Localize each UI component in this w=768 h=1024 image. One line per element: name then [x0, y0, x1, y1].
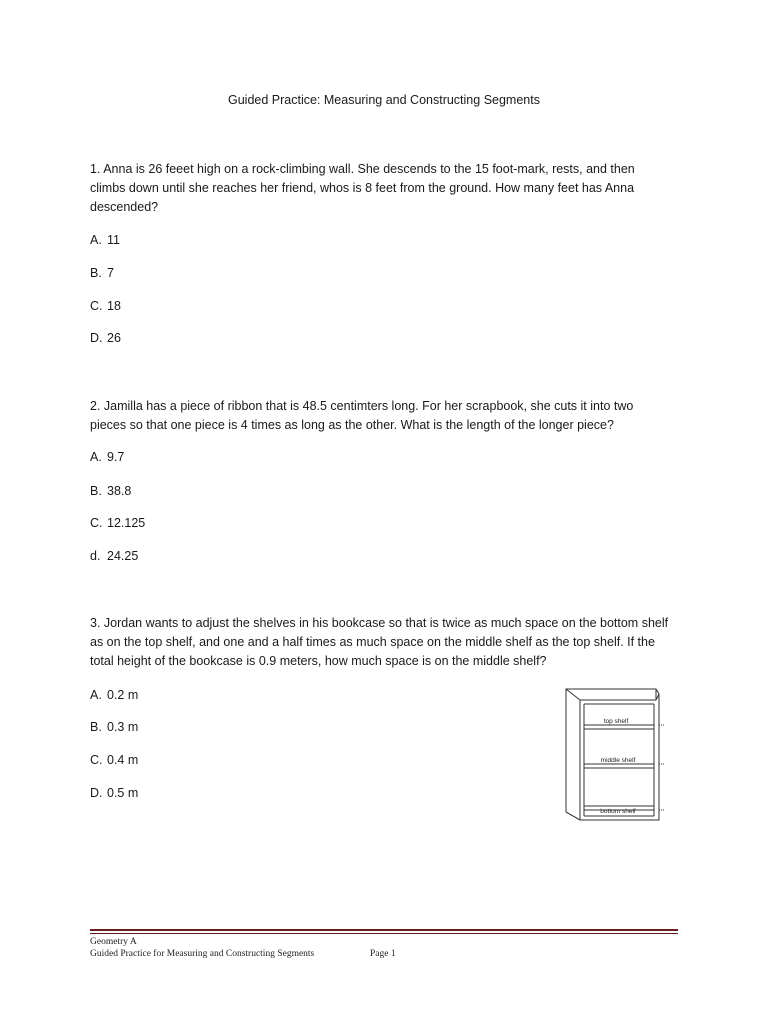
choice-value: 0.3 m — [107, 720, 139, 734]
question-3-choice-d — [90, 786, 138, 800]
choice-letter: B. — [90, 484, 102, 498]
question-2-choice-b — [90, 484, 131, 498]
choice-letter: A. — [90, 233, 102, 247]
question-1-choice-d — [90, 331, 121, 345]
question-1-choice-a — [90, 233, 120, 247]
middle-shelf-label: middle shelf — [600, 757, 636, 764]
choice-letter: B. — [90, 266, 102, 280]
question-3-choice-c — [90, 753, 138, 767]
choice-letter: C. — [90, 299, 103, 313]
footer-document-title: Guided Practice for Measuring and Constructing Segments — [90, 949, 315, 959]
choice-value: 0.5 m — [107, 786, 139, 800]
footer-rule-thick — [90, 929, 678, 931]
choice-value: 12.125 — [107, 516, 146, 530]
choice-value: 9.7 — [107, 450, 125, 464]
question-3-text: 3. Jordan wants to adjust the shelves in his bookcase so that is twice as much space on the bottom shelf as on the top shelf, and one and a half times as much space on the middle shelf as the top shelf. If the total height of the bookcase is 0.9 meters, how much space is on the middle shelf? — [90, 616, 669, 668]
choice-value: 0.2 m — [107, 688, 139, 702]
choice-value: 11 — [107, 233, 120, 247]
choice-letter: C. — [90, 516, 103, 530]
footer-page-number: Page 1 — [370, 949, 396, 959]
choice-value: 18 — [107, 299, 121, 313]
choice-letter: A. — [90, 688, 102, 702]
question-1-choice-c — [90, 299, 121, 313]
footer-rule-thin — [90, 933, 678, 934]
top-shelf-label: top shelf — [603, 718, 629, 725]
footer-course: Geometry A — [90, 937, 137, 947]
question-1-choice-b — [90, 266, 114, 280]
choice-letter: D. — [90, 786, 103, 800]
choice-value: 24.25 — [107, 549, 139, 563]
choice-letter: A. — [90, 450, 102, 464]
choice-letter: D. — [90, 331, 103, 345]
choice-letter: C. — [90, 753, 103, 767]
top-shelf-board — [584, 725, 654, 729]
page-title: Guided Practice: Measuring and Constructing Segments — [228, 93, 540, 107]
question-3-choice-a — [90, 688, 138, 702]
choice-value: 7 — [107, 266, 114, 280]
question-2-choice-d — [90, 549, 138, 563]
question-2-choice-a — [90, 450, 124, 464]
bookcase-figure — [560, 686, 670, 824]
choice-value: 38.8 — [107, 484, 132, 498]
choice-value: 26 — [107, 331, 121, 345]
choice-letter: B. — [90, 720, 102, 734]
question-1-text: 1. Anna is 26 feeet high on a rock-climbing wall. She descends to the 15 foot-mark, rests, and then climbs down until she reaches her friend, whos is 8 feet from the ground. How many feet has Anna descended? — [90, 162, 635, 214]
choice-letter: d. — [90, 549, 101, 563]
question-2-choice-c — [90, 516, 145, 530]
question-2-text: 2. Jamilla has a piece of ribbon that is 48.5 centimters long. For her scrapbook, she cuts it into two pieces so that one piece is 4 times as long as the other. What is the length of the longer piece? — [90, 399, 634, 432]
bottom-shelf-label: bottom shelf — [600, 808, 636, 815]
question-3-choice-b — [90, 720, 138, 734]
middle-shelf-board — [584, 764, 654, 768]
choice-value: 0.4 m — [107, 753, 139, 767]
